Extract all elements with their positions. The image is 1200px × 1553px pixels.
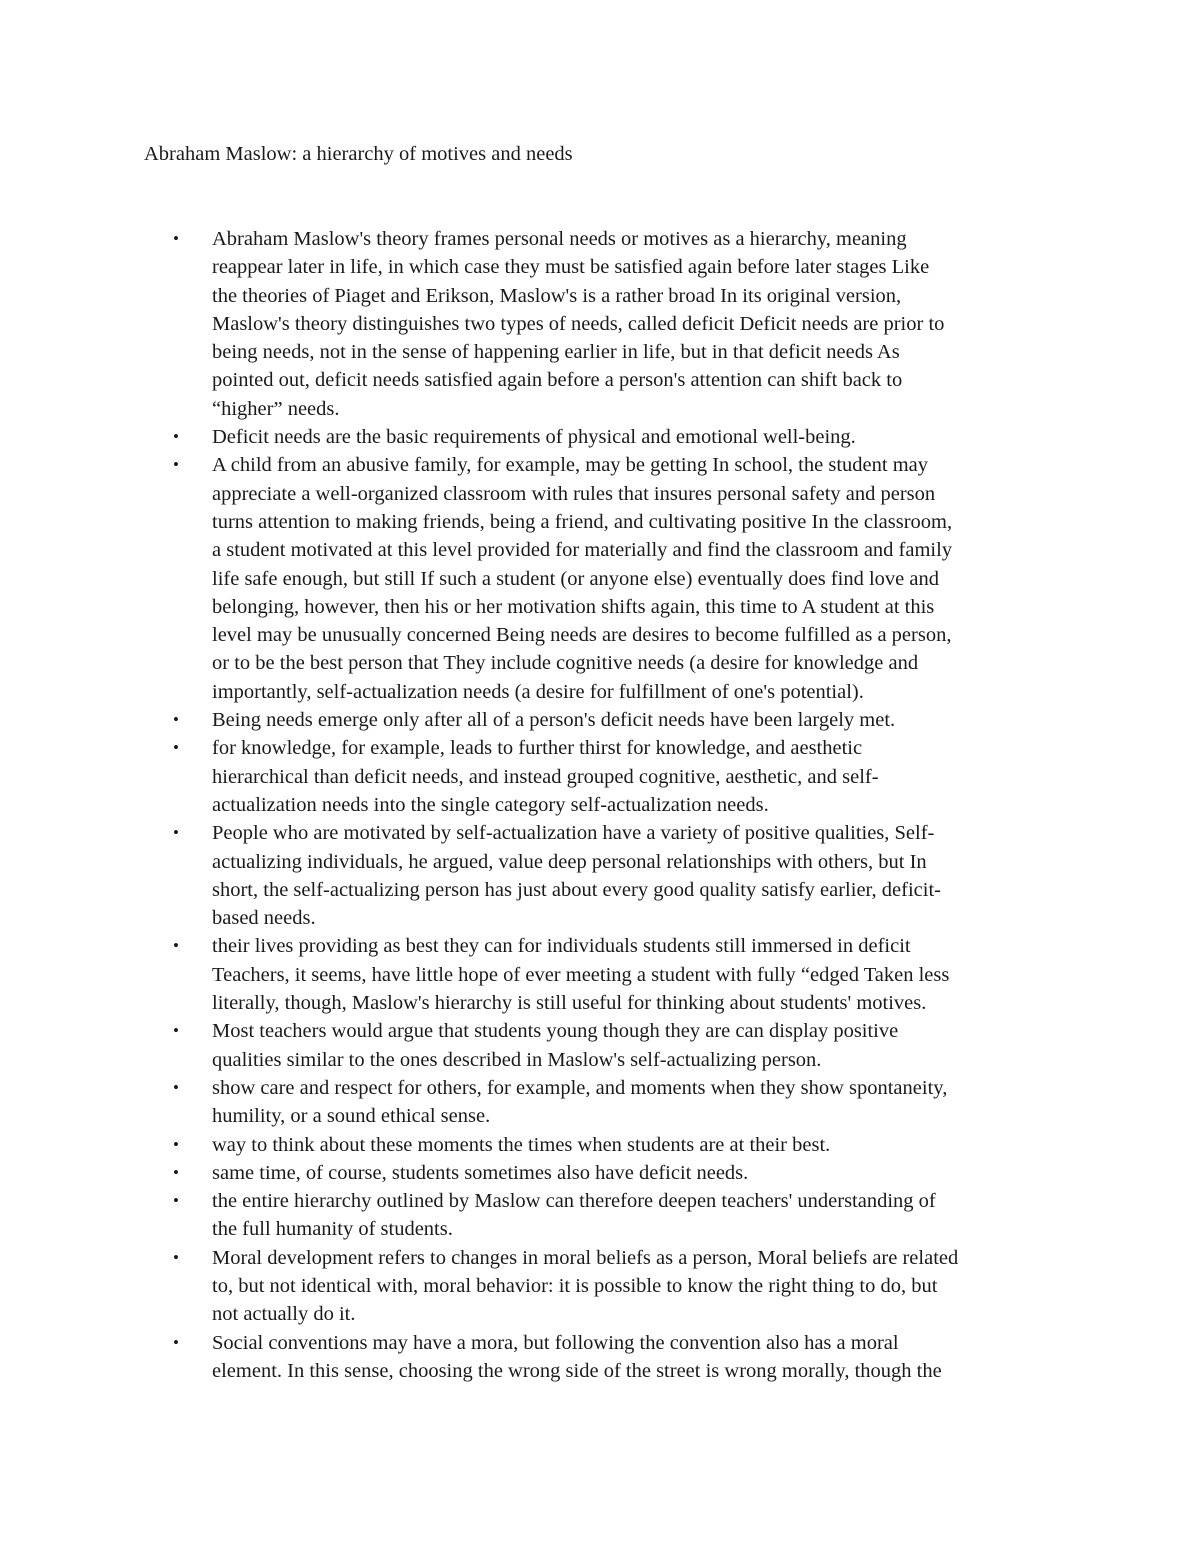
text-line: Abraham Maslow's theory frames personal needs or motives as a hierarchy, meaning [212,228,907,250]
bullet-icon: • [173,1247,179,1267]
text-line: life safe enough, but still If such a student (or anyone else) eventually does find love and [212,567,939,590]
text-line: the entire hierarchy outlined by Maslow can therefore deepen teachers' understanding of [212,1190,936,1213]
list-item [144,734,1074,819]
text-line: same time, of course, students sometimes also have deficit needs. [212,1161,749,1184]
text-line: A child from an abusive family, for example, may be getting In school, the student may [212,454,928,477]
text-line: actualization needs into the single category self-actualization needs. [212,793,769,816]
text-line: Moral development refers to changes in moral beliefs as a person, Moral beliefs are related [212,1246,959,1269]
bullet-icon: • [173,1332,179,1352]
text-line: importantly, self-actualization needs (a desire for fulfillment of one's potential). [212,680,864,703]
text-line: the full humanity of students. [212,1218,453,1241]
text-line: appreciate a well-organized classroom with rules that insures personal safety and person [212,482,936,505]
bullet-icon: • [173,936,179,956]
text-line: a student motivated at this level provided for materially and find the classroom and family [212,539,953,562]
text-line: for knowledge, for example, leads to further thirst for knowledge, and aesthetic [212,737,863,760]
list-item [144,1074,1074,1131]
bullet-list [144,225,1074,1385]
text-line: Being needs emerge only after all of a person's deficit needs have been largely met. [212,709,896,732]
text-line: literally, though, Maslow's hierarchy is still useful for thinking about students' motives. [212,992,927,1015]
text-line: Teachers, it seems, have little hope of ever meeting a student with fully “edged Taken less [212,963,950,986]
text-line: or to be the best person that They include cognitive needs (a desire for knowledge and [212,652,919,675]
text-line: Maslow's theory distinguishes two types of needs, called deficit Deficit needs are prior to [212,312,945,335]
list-item [144,1244,1074,1329]
text-line: level may be unusually concerned Being needs are desires to become fulfilled as a person, [212,624,952,647]
list-item [144,1329,1074,1386]
bullet-icon: • [173,455,179,475]
text-line: reappear later in life, in which case they must be satisfied again before later stages Like [212,256,930,279]
bullet-icon: • [173,1077,179,1097]
text-line: Social conventions may have a mora, but following the convention also has a moral [212,1331,899,1354]
text-line: being needs, not in the sense of happening earlier in life, but in that deficit needs As [212,341,900,364]
text-line: “higher” needs. [212,397,340,420]
text-line: show care and respect for others, for example, and moments when they show spontaneity, [212,1076,948,1099]
list-item [144,225,1074,423]
list-item [144,1017,1074,1074]
text-line: way to think about these moments the times when students are at their best. [212,1133,831,1156]
bullet-icon: • [173,229,179,248]
bullet-icon: • [173,1021,179,1041]
text-line: belonging, however, then his or her motivation shifts again, this time to A student at this [212,595,935,618]
text-line: the theories of Piaget and Erikson, Maslow's is a rather broad In its original version, [212,284,902,307]
bullet-icon: • [173,738,179,758]
text-line: Deficit needs are the basic requirements of physical and emotional well-being. [212,426,856,449]
bullet-icon: • [173,710,179,730]
text-line: not actually do it. [212,1303,356,1326]
text-line: qualities similar to the ones described in Maslow's self-actualizing person. [212,1048,822,1071]
text-line: turns attention to making friends, being a friend, and cultivating positive In the classroom, [212,510,953,533]
list-item [144,819,1074,932]
text-line: actualizing individuals, he argued, value deep personal relationships with others, but In [212,850,927,873]
text-line: their lives providing as best they can for individuals students still immersed in deficit [212,935,911,958]
text-line: to, but not identical with, moral behavior: it is possible to know the right thing to do, but [212,1274,938,1297]
bullet-icon: • [173,1134,179,1154]
text-line: humility, or a sound ethical sense. [212,1105,491,1128]
list-item [144,451,1074,706]
text-line: based needs. [212,907,316,930]
list-item [144,932,1074,1017]
text-line: People who are motivated by self-actualization have a variety of positive qualities, Self- [212,822,935,845]
document-title: Abraham Maslow: a hierarchy of motives and needs [144,143,573,165]
text-line: pointed out, deficit needs satisfied again before a person's attention can shift back to [212,369,903,392]
list-item [144,423,1074,451]
text-line: element. In this sense, choosing the wrong side of the street is wrong morally, though the [212,1359,942,1382]
bullet-icon: • [173,823,179,843]
list-item [144,1159,1074,1187]
text-line: Most teachers would argue that students young though they are can display positive [212,1020,899,1043]
list-item [144,1187,1074,1244]
text-line: hierarchical than deficit needs, and instead grouped cognitive, aesthetic, and self- [212,765,879,788]
bullet-icon: • [173,1191,179,1211]
bullet-icon: • [173,427,179,447]
text-line: short, the self-actualizing person has just about every good quality satisfy earlier, deficit- [212,878,941,901]
bullet-icon: • [173,1162,179,1182]
list-item [144,706,1074,734]
list-item [144,1131,1074,1159]
